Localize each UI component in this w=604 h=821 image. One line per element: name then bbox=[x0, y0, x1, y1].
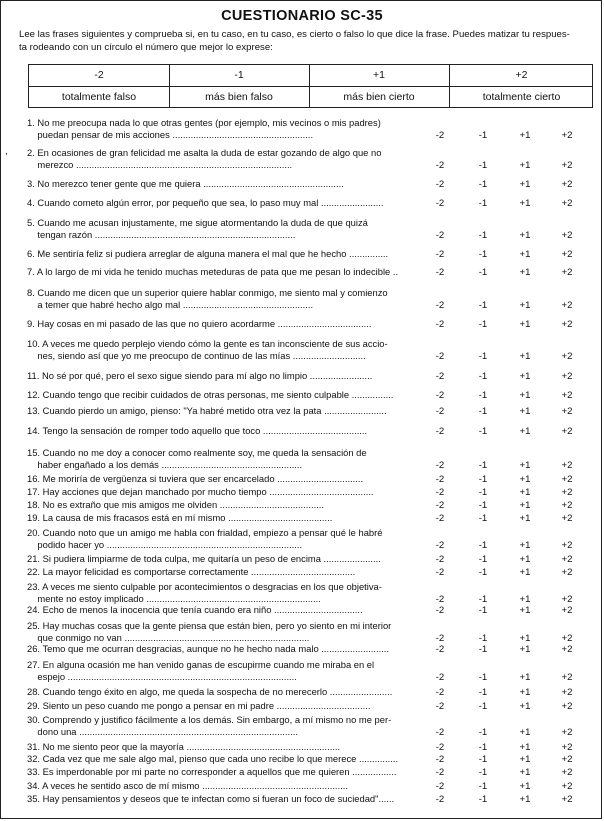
answer-option[interactable]: -2 bbox=[435, 554, 445, 565]
question-text bbox=[27, 714, 427, 738]
answer-option[interactable]: -2 bbox=[435, 754, 445, 765]
question-label: 21. Si pudiera limpiarme de toda culpa, me quitaría un peso de encima ...................... bbox=[27, 553, 381, 564]
question-text bbox=[27, 700, 427, 712]
answer-option[interactable]: -2 bbox=[435, 249, 445, 260]
question-label: 18. No es extraño que mis amigos me olviden ........................................ bbox=[27, 499, 324, 510]
answer-option[interactable]: +2 bbox=[561, 594, 573, 605]
answer-option[interactable]: +1 bbox=[519, 319, 531, 330]
question-label: 19. La causa de mis fracasos está en mí mismo ........................................ bbox=[27, 512, 333, 523]
question-text bbox=[27, 566, 427, 578]
question-text bbox=[27, 447, 427, 471]
answer-option[interactable]: +1 bbox=[519, 781, 531, 792]
answer-option[interactable]: -1 bbox=[478, 701, 488, 712]
answer-option[interactable]: -1 bbox=[478, 267, 488, 278]
page-title: CUESTIONARIO SC-35 bbox=[221, 8, 383, 24]
answer-option[interactable]: -2 bbox=[435, 179, 445, 190]
answer-option[interactable]: +1 bbox=[519, 567, 531, 578]
response-scale-table bbox=[28, 64, 593, 108]
answer-option[interactable]: -2 bbox=[435, 198, 445, 209]
answer-option[interactable]: +2 bbox=[561, 540, 573, 551]
answer-option[interactable]: -1 bbox=[478, 687, 488, 698]
instructions: Lee las frases siguientes y comprueba si, en tu caso, en tu caso, es cierto o falso lo que dice la frase. Puedes matizar tu respues- ta rodeando con un círculo el número que mejor lo exprese: bbox=[19, 29, 570, 53]
question-label: 12. Cuando tengo que recibir cuidados de otras personas, me siento culpable ................ bbox=[27, 389, 394, 400]
answer-option[interactable]: +2 bbox=[561, 230, 573, 241]
question-text bbox=[27, 405, 427, 417]
question-label: 25. Hay muchas cosas que la gente piensa que están bien, pero yo siento en mi interior que conmigo no van ....................................................................... bbox=[27, 620, 392, 643]
answer-option[interactable]: +1 bbox=[519, 594, 531, 605]
answer-option[interactable]: -2 bbox=[435, 351, 445, 362]
answer-option[interactable]: +2 bbox=[561, 644, 573, 655]
answer-option[interactable]: -1 bbox=[478, 742, 488, 753]
question-label: 3. No merezco tener gente que me quiera ...................................................... bbox=[27, 178, 344, 189]
answer-option[interactable]: -2 bbox=[435, 742, 445, 753]
answer-option[interactable]: +1 bbox=[519, 351, 531, 362]
answer-option[interactable]: +2 bbox=[561, 567, 573, 578]
question-label: 7. A lo largo de mi vida he tenido muchas meteduras de pata que me pesan lo indecible .. bbox=[27, 266, 399, 277]
question-text bbox=[27, 197, 427, 209]
answer-option[interactable]: +2 bbox=[561, 371, 573, 382]
answer-option[interactable]: -2 bbox=[435, 701, 445, 712]
answer-option[interactable]: -2 bbox=[435, 727, 445, 738]
answer-option[interactable]: +2 bbox=[561, 633, 573, 644]
question-label: 34. A veces he sentido asco de mí mismo ........................................................ bbox=[27, 780, 348, 791]
answer-option[interactable]: +1 bbox=[519, 554, 531, 565]
answer-option[interactable]: -2 bbox=[435, 767, 445, 778]
answer-option[interactable]: +1 bbox=[519, 160, 531, 171]
answer-option[interactable]: +1 bbox=[519, 371, 531, 382]
answer-option[interactable]: -2 bbox=[435, 267, 445, 278]
question-label: 23. A veces me siento culpable por acontecimientos o desgracias en los que objetiva- mente no estoy implicado ................................................................... bbox=[27, 581, 382, 604]
answer-option[interactable]: +2 bbox=[561, 426, 573, 437]
answer-option[interactable]: +1 bbox=[519, 426, 531, 437]
question-text bbox=[27, 643, 427, 655]
answer-option[interactable]: +2 bbox=[561, 160, 573, 171]
question-label: 4. Cuando cometo algún error, por pequeño que sea, lo paso muy mal ........................ bbox=[27, 197, 384, 208]
answer-option[interactable]: +1 bbox=[519, 198, 531, 209]
answer-option[interactable]: +2 bbox=[561, 179, 573, 190]
question-text bbox=[27, 338, 427, 362]
answer-option[interactable]: +2 bbox=[561, 198, 573, 209]
question-label: 17. Hay acciones que dejan manchado por mucho tiempo ........................................ bbox=[27, 486, 374, 497]
question-label: 29. Siento un peso cuando me pongo a pensar en mi padre .................................... bbox=[27, 700, 371, 711]
question-text bbox=[27, 766, 427, 778]
answer-option[interactable]: +1 bbox=[519, 487, 531, 498]
answer-option[interactable]: +2 bbox=[561, 754, 573, 765]
answer-option[interactable]: -2 bbox=[435, 300, 445, 311]
question-text bbox=[27, 604, 427, 616]
question-label: 24. Echo de menos la inocencia que tenía cuando era niño .................................. bbox=[27, 604, 363, 615]
answer-option[interactable]: -1 bbox=[478, 487, 488, 498]
question-text bbox=[27, 686, 427, 698]
answer-option[interactable]: -2 bbox=[435, 633, 445, 644]
answer-option[interactable]: -1 bbox=[478, 249, 488, 260]
answer-option[interactable]: +2 bbox=[561, 406, 573, 417]
answer-option[interactable]: +1 bbox=[519, 460, 531, 471]
answer-option[interactable]: -2 bbox=[435, 130, 445, 141]
answer-option[interactable]: -2 bbox=[435, 540, 445, 551]
answer-option[interactable]: +2 bbox=[561, 249, 573, 260]
answer-option[interactable]: +1 bbox=[519, 701, 531, 712]
question-label: 1. No me preocupa nada lo que otras gentes (por ejemplo, mis vecinos o mis padres) puedan pensar de mis acciones ...................................................... bbox=[27, 117, 381, 140]
question-text bbox=[27, 581, 427, 605]
question-text bbox=[27, 741, 427, 753]
question-text bbox=[27, 659, 427, 683]
question-text bbox=[27, 266, 427, 278]
question-text bbox=[27, 217, 427, 241]
question-text bbox=[27, 793, 427, 805]
question-label: 10. A veces me quedo perplejo viendo cómo la gente es tan inconsciente de sus accio- nes, siendo así que yo me preocupo de continuo de las mías ............................ bbox=[27, 338, 388, 361]
answer-option[interactable]: +1 bbox=[519, 500, 531, 511]
answer-option[interactable]: +1 bbox=[519, 727, 531, 738]
answer-option[interactable]: +1 bbox=[519, 742, 531, 753]
question-text bbox=[27, 553, 427, 565]
question-label: 6. Me sentiría feliz si pudiera arreglar de alguna manera el mal que he hecho ............... bbox=[27, 248, 389, 259]
answer-option[interactable]: -2 bbox=[435, 406, 445, 417]
question-text bbox=[27, 527, 427, 551]
answer-option[interactable]: -1 bbox=[478, 500, 488, 511]
question-text bbox=[27, 287, 427, 311]
answer-option[interactable]: +1 bbox=[519, 754, 531, 765]
answer-option[interactable]: -1 bbox=[478, 781, 488, 792]
answer-option[interactable]: -1 bbox=[478, 767, 488, 778]
answer-option[interactable]: -1 bbox=[478, 644, 488, 655]
answer-option[interactable]: -1 bbox=[478, 300, 488, 311]
answer-option[interactable]: -2 bbox=[435, 426, 445, 437]
answer-option[interactable]: +2 bbox=[561, 500, 573, 511]
question-label: 35. Hay pensamientos y deseos que te infectan como si fueran un foco de suciedad"...... bbox=[27, 793, 395, 804]
answer-option[interactable]: -1 bbox=[478, 319, 488, 330]
answer-option[interactable]: -1 bbox=[478, 754, 488, 765]
answer-option[interactable]: -2 bbox=[435, 513, 445, 524]
question-text bbox=[27, 780, 427, 792]
question-text bbox=[27, 117, 427, 141]
answer-option[interactable]: +1 bbox=[519, 249, 531, 260]
answer-option[interactable]: +2 bbox=[561, 767, 573, 778]
question-text bbox=[27, 370, 427, 382]
answer-option[interactable]: -2 bbox=[435, 460, 445, 471]
question-label: 9. Hay cosas en mi pasado de las que no quiero acordarme .................................... bbox=[27, 318, 372, 329]
answer-option[interactable]: +1 bbox=[519, 672, 531, 683]
answer-option[interactable]: -1 bbox=[478, 160, 488, 171]
scale-label: totalmente falso bbox=[61, 91, 137, 103]
answer-option[interactable]: -2 bbox=[435, 500, 445, 511]
answer-option[interactable]: +2 bbox=[561, 701, 573, 712]
question-label: 27. En alguna ocasión me han venido ganas de escupirme cuando me miraba en el espejo ........................................................................................ bbox=[27, 659, 375, 682]
answer-option[interactable]: -2 bbox=[435, 672, 445, 683]
answer-option[interactable]: -2 bbox=[435, 160, 445, 171]
answer-option[interactable]: -1 bbox=[478, 554, 488, 565]
answer-option[interactable]: -1 bbox=[478, 672, 488, 683]
answer-option[interactable]: +1 bbox=[519, 267, 531, 278]
answer-option[interactable]: -1 bbox=[478, 605, 488, 616]
answer-option[interactable]: -1 bbox=[478, 426, 488, 437]
answer-option[interactable]: +1 bbox=[519, 179, 531, 190]
answer-option[interactable]: -1 bbox=[478, 371, 488, 382]
answer-option[interactable]: +1 bbox=[519, 767, 531, 778]
question-text bbox=[27, 512, 427, 524]
scale-value: +2 bbox=[515, 69, 528, 81]
answer-option[interactable]: -1 bbox=[478, 567, 488, 578]
answer-option[interactable]: -1 bbox=[478, 794, 488, 805]
answer-option[interactable]: +2 bbox=[561, 390, 573, 401]
scale-label: más bien cierto bbox=[343, 91, 415, 103]
question-label: 26. Temo que me ocurran desgracias, aunque no he hecho nada malo .......................... bbox=[27, 643, 390, 654]
answer-option[interactable]: +2 bbox=[561, 513, 573, 524]
answer-option[interactable]: +2 bbox=[561, 351, 573, 362]
answer-option[interactable]: +2 bbox=[561, 742, 573, 753]
question-text bbox=[27, 473, 427, 485]
answer-option[interactable]: -2 bbox=[435, 781, 445, 792]
question-label: 2. En ocasiones de gran felicidad me asalta la duda de estar gozando de algo que no merezco ................................................................................... bbox=[27, 147, 382, 170]
question-label: 31. No me siento peor que la mayoría ........................................................... bbox=[27, 741, 341, 752]
answer-option[interactable]: -2 bbox=[435, 390, 445, 401]
question-text bbox=[27, 425, 427, 437]
answer-option[interactable]: +1 bbox=[519, 794, 531, 805]
answer-option[interactable]: -2 bbox=[435, 594, 445, 605]
answer-option[interactable]: -1 bbox=[478, 406, 488, 417]
question-label: 20. Cuando noto que un amigo me habla con frialdad, empiezo a pensar qué le habré podido hacer yo ........................................................................... bbox=[27, 527, 383, 550]
answer-option[interactable]: +2 bbox=[561, 130, 573, 141]
answer-option[interactable]: -1 bbox=[478, 351, 488, 362]
answer-option[interactable]: -1 bbox=[478, 230, 488, 241]
answer-option[interactable]: +2 bbox=[561, 300, 573, 311]
answer-option[interactable]: -2 bbox=[435, 230, 445, 241]
scale-label: más bien falso bbox=[205, 91, 273, 103]
answer-option[interactable]: -1 bbox=[478, 179, 488, 190]
question-text bbox=[27, 389, 427, 401]
answer-option[interactable]: +1 bbox=[519, 406, 531, 417]
answer-option[interactable]: +1 bbox=[519, 230, 531, 241]
answer-option[interactable]: +2 bbox=[561, 794, 573, 805]
answer-option[interactable]: +1 bbox=[519, 474, 531, 485]
answer-option[interactable]: -1 bbox=[478, 130, 488, 141]
question-text bbox=[27, 499, 427, 511]
question-label: 5. Cuando me acusan injustamente, me sigue atormentando la duda de que quizá tengan razón ............................................................................. bbox=[27, 217, 368, 240]
question-label: 16. Me moriría de vergüenza si tuviera que ser encarcelado ................................. bbox=[27, 473, 364, 484]
answer-option[interactable]: -1 bbox=[478, 474, 488, 485]
answer-option[interactable]: +1 bbox=[519, 644, 531, 655]
answer-option[interactable]: -1 bbox=[478, 540, 488, 551]
question-text bbox=[27, 318, 427, 330]
scale-value: -1 bbox=[234, 69, 244, 81]
question-text bbox=[27, 178, 427, 190]
question-text bbox=[27, 486, 427, 498]
question-label: 13. Cuando pierdo un amigo, pienso: "Ya habré metido otra vez la pata ........................ bbox=[27, 405, 387, 416]
answer-option[interactable]: +2 bbox=[561, 687, 573, 698]
answer-option[interactable]: +1 bbox=[519, 633, 531, 644]
answer-option[interactable]: +2 bbox=[561, 605, 573, 616]
answer-option[interactable]: -2 bbox=[435, 474, 445, 485]
scale-divider bbox=[29, 86, 592, 87]
answer-option[interactable]: +1 bbox=[519, 687, 531, 698]
answer-option[interactable]: +1 bbox=[519, 513, 531, 524]
answer-option[interactable]: -2 bbox=[435, 794, 445, 805]
answer-option[interactable]: -1 bbox=[478, 727, 488, 738]
answer-option[interactable]: -1 bbox=[478, 594, 488, 605]
scale-value: -2 bbox=[94, 69, 104, 81]
answer-option[interactable]: -1 bbox=[478, 633, 488, 644]
question-text bbox=[27, 248, 427, 260]
answer-option[interactable]: +2 bbox=[561, 474, 573, 485]
question-text bbox=[27, 147, 427, 171]
answer-option[interactable]: +2 bbox=[561, 319, 573, 330]
answer-option[interactable]: -1 bbox=[478, 390, 488, 401]
answer-option[interactable]: +2 bbox=[561, 781, 573, 792]
answer-option[interactable]: -2 bbox=[435, 371, 445, 382]
question-label: 8. Cuando me dicen que un superior quiere hablar conmigo, me siento mal y comienzo a temer que habré hecho algo mal .................................................. bbox=[27, 287, 388, 310]
answer-option[interactable]: +1 bbox=[519, 605, 531, 616]
answer-option[interactable]: -2 bbox=[435, 687, 445, 698]
answer-option[interactable]: +2 bbox=[561, 727, 573, 738]
answer-option[interactable]: -2 bbox=[435, 567, 445, 578]
scale-value: +1 bbox=[373, 69, 385, 81]
answer-option[interactable]: -2 bbox=[435, 644, 445, 655]
answer-option[interactable]: +2 bbox=[561, 554, 573, 565]
answer-option[interactable]: -1 bbox=[478, 513, 488, 524]
question-label: 22. La mayor felicidad es comportarse correctamente ........................................ bbox=[27, 566, 356, 577]
question-label: 33. Es imperdonable por mi parte no corresponder a aquellos que me quieren ................. bbox=[27, 766, 397, 777]
question-label: 28. Cuando tengo éxito en algo, me queda la sospecha de no merecerlo ........................ bbox=[27, 686, 393, 697]
answer-option[interactable]: -1 bbox=[478, 460, 488, 471]
answer-option[interactable]: -1 bbox=[478, 198, 488, 209]
answer-option[interactable]: +2 bbox=[561, 267, 573, 278]
answer-option[interactable]: +1 bbox=[519, 540, 531, 551]
answer-option[interactable]: +1 bbox=[519, 130, 531, 141]
answer-option[interactable]: +1 bbox=[519, 390, 531, 401]
question-text bbox=[27, 620, 427, 644]
answer-option[interactable]: +1 bbox=[519, 300, 531, 311]
stray-mark: , bbox=[5, 146, 8, 157]
question-label: 30. Comprendo y justifico fácilmente a los demás. Sin embargo, a mí mismo no me per- dono una .................................................................................... bbox=[27, 714, 392, 737]
question-label: 32. Cada vez que me sale algo mal, pienso que cada uno recibe lo que merece ............... bbox=[27, 753, 399, 764]
answer-option[interactable]: -2 bbox=[435, 487, 445, 498]
answer-option[interactable]: -2 bbox=[435, 605, 445, 616]
answer-option[interactable]: +2 bbox=[561, 460, 573, 471]
answer-option[interactable]: +2 bbox=[561, 672, 573, 683]
scale-label: totalmente cierto bbox=[482, 91, 561, 103]
answer-option[interactable]: +2 bbox=[561, 487, 573, 498]
answer-option[interactable]: -2 bbox=[435, 319, 445, 330]
question-label: 14. Tengo la sensación de romper todo aquello que toco ........................................ bbox=[27, 425, 368, 436]
question-label: 11. No sé por qué, pero el sexo sigue siendo para mí algo no limpio ........................ bbox=[27, 370, 373, 381]
question-label: 15. Cuando no me doy a conocer como realmente soy, me queda la sensación de haber engañado a los demás ...................................................... bbox=[27, 447, 367, 470]
question-text bbox=[27, 753, 427, 765]
